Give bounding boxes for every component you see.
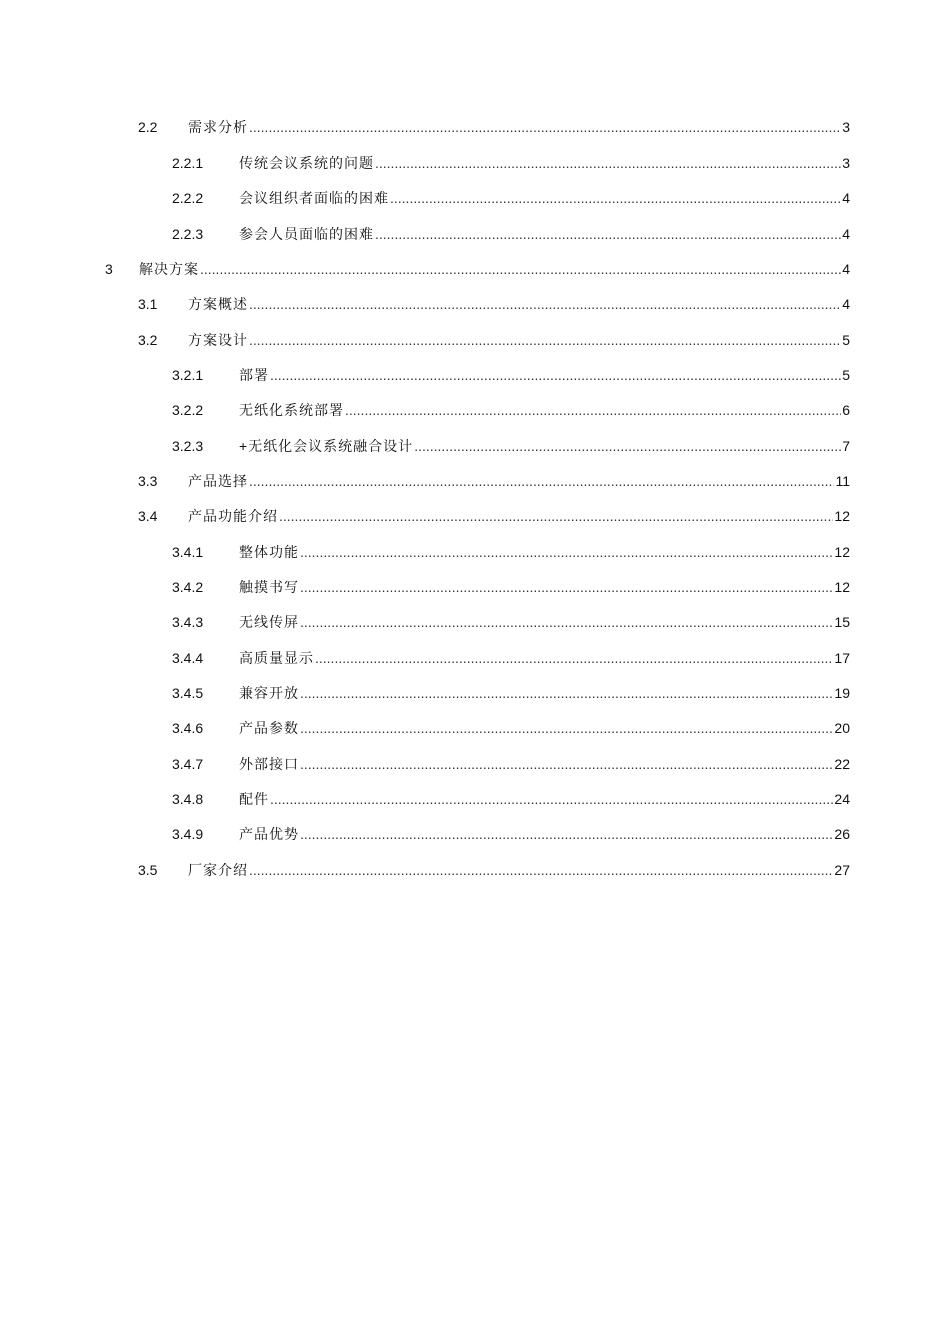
toc-entry bbox=[138, 294, 850, 314]
toc-entry-title: 传统会议系统的问题 bbox=[239, 155, 374, 171]
toc-entry bbox=[172, 754, 850, 774]
toc-entry-number: 3.5 bbox=[138, 862, 158, 878]
toc-dot-leader bbox=[300, 824, 833, 844]
toc-entry-title: 产品优势 bbox=[239, 826, 299, 842]
toc-dot-leader bbox=[375, 224, 841, 244]
toc-dot-leader bbox=[300, 612, 833, 632]
toc-entry-page: 4 bbox=[842, 296, 850, 312]
toc-entry-number: 3.4.8 bbox=[172, 791, 204, 807]
toc-dot-leader bbox=[300, 542, 833, 562]
toc-entry bbox=[172, 542, 850, 562]
toc-dot-leader bbox=[300, 754, 833, 774]
toc-dot-leader bbox=[249, 860, 833, 880]
toc-entry-number: 3.4.2 bbox=[172, 579, 204, 595]
toc-entry-title: 解决方案 bbox=[139, 261, 199, 277]
toc-entry-title: 外部接口 bbox=[239, 756, 299, 772]
toc-entry bbox=[172, 153, 850, 173]
toc-entry-page: 24 bbox=[834, 791, 850, 807]
toc-entry bbox=[138, 471, 850, 491]
toc-entry-page: 19 bbox=[834, 685, 850, 701]
toc-dot-leader bbox=[279, 506, 833, 526]
toc-dot-leader bbox=[249, 330, 841, 350]
toc-entry-title: 触摸书写 bbox=[239, 579, 299, 595]
toc-dot-leader bbox=[270, 789, 833, 809]
toc-entry-page: 11 bbox=[835, 473, 850, 489]
toc-dot-leader bbox=[345, 400, 841, 420]
toc-entry-title: +无纸化会议系统融合设计 bbox=[239, 438, 414, 454]
toc-dot-leader bbox=[300, 577, 833, 597]
toc-entry bbox=[172, 612, 850, 632]
toc-entry bbox=[138, 330, 850, 350]
toc-entry-number: 3.4.3 bbox=[172, 614, 204, 630]
toc-entry bbox=[172, 683, 850, 703]
toc-entry-title: 兼容开放 bbox=[239, 685, 299, 701]
toc-entry bbox=[172, 577, 850, 597]
toc-entry-number: 3.4.1 bbox=[172, 544, 204, 560]
toc-entry-title: 配件 bbox=[239, 791, 269, 807]
toc-entry-title: 会议组织者面临的困难 bbox=[239, 190, 389, 206]
toc-entry-number: 3.3 bbox=[138, 473, 158, 489]
toc-entry-page: 7 bbox=[842, 438, 850, 454]
toc-entry-title: 产品参数 bbox=[239, 720, 299, 736]
toc-entry-page: 27 bbox=[834, 862, 850, 878]
toc-entry-number: 3.2 bbox=[138, 332, 158, 348]
toc-entry-number: 3.4 bbox=[138, 508, 158, 524]
toc-entry-number: 3.2.3 bbox=[172, 438, 204, 454]
toc-entry-number: 3.2.1 bbox=[172, 367, 204, 383]
toc-entry-number: 2.2.3 bbox=[172, 226, 204, 242]
toc-entry-page: 26 bbox=[834, 826, 850, 842]
toc-entry-title: 无纸化系统部署 bbox=[239, 402, 344, 418]
toc-entry-page: 4 bbox=[842, 226, 850, 242]
toc-entry-title: 部署 bbox=[239, 367, 269, 383]
toc-entry bbox=[138, 506, 850, 526]
toc-entry bbox=[138, 117, 850, 137]
toc-entry bbox=[172, 648, 850, 668]
toc-entry-number: 3.2.2 bbox=[172, 402, 204, 418]
toc-entry-number: 2.2.1 bbox=[172, 155, 204, 171]
toc-entry-page: 3 bbox=[842, 119, 850, 135]
toc-dot-leader bbox=[300, 718, 833, 738]
toc-entry bbox=[172, 789, 850, 809]
toc-entry-title: 参会人员面临的困难 bbox=[239, 226, 374, 242]
toc-entry-page: 20 bbox=[834, 720, 850, 736]
toc-entry-page: 5 bbox=[842, 367, 850, 383]
toc-dot-leader bbox=[414, 436, 841, 456]
toc-entry-title: 产品选择 bbox=[188, 473, 248, 489]
toc-entry bbox=[172, 436, 850, 456]
toc-entry bbox=[172, 824, 850, 844]
toc-entry-title: 整体功能 bbox=[239, 544, 299, 560]
toc-entry-page: 12 bbox=[834, 508, 850, 524]
toc-entry bbox=[172, 718, 850, 738]
toc-entry bbox=[172, 365, 850, 385]
toc-dot-leader bbox=[270, 365, 841, 385]
toc-entry-title: 需求分析 bbox=[188, 119, 248, 135]
toc-dot-leader bbox=[249, 117, 841, 137]
toc-entry-number: 3.4.4 bbox=[172, 650, 204, 666]
toc-entry-title: 产品功能介绍 bbox=[188, 508, 278, 524]
toc-dot-leader bbox=[249, 471, 834, 491]
toc-dot-leader bbox=[300, 683, 833, 703]
toc-entry-title: 方案设计 bbox=[188, 332, 248, 348]
toc-entry-page: 5 bbox=[842, 332, 850, 348]
toc-entry-number: 3.4.9 bbox=[172, 826, 204, 842]
toc-entry-page: 12 bbox=[834, 544, 850, 560]
toc-entry-title: 高质量显示 bbox=[239, 650, 314, 666]
toc-dot-leader bbox=[375, 153, 841, 173]
toc-dot-leader bbox=[249, 294, 841, 314]
toc-entry-page: 17 bbox=[834, 650, 850, 666]
toc-dot-leader bbox=[200, 259, 841, 279]
toc-entry bbox=[172, 224, 850, 244]
toc-entry bbox=[105, 259, 850, 279]
toc-entry bbox=[138, 860, 850, 880]
toc-entry-page: 15 bbox=[834, 614, 850, 630]
toc-entry-page: 22 bbox=[834, 756, 850, 772]
toc-entry-number: 2.2 bbox=[138, 119, 158, 135]
toc-dot-leader bbox=[390, 188, 841, 208]
toc-entry-title: 无线传屏 bbox=[239, 614, 299, 630]
toc-entry-page: 6 bbox=[842, 402, 850, 418]
toc-entry-title: 方案概述 bbox=[188, 296, 248, 312]
toc-dot-leader bbox=[315, 648, 833, 668]
toc-entry bbox=[172, 188, 850, 208]
toc-entry-number: 3.4.6 bbox=[172, 720, 204, 736]
toc-entry-page: 12 bbox=[834, 579, 850, 595]
toc-entry-page: 4 bbox=[842, 190, 850, 206]
toc-entry-number: 3 bbox=[105, 261, 113, 277]
toc-entry-page: 4 bbox=[842, 261, 850, 277]
toc-entry-title: 厂家介绍 bbox=[188, 862, 248, 878]
toc-entry-page: 3 bbox=[842, 155, 850, 171]
toc-entry-number: 3.1 bbox=[138, 296, 158, 312]
toc-entry bbox=[172, 400, 850, 420]
toc-entry-number: 3.4.5 bbox=[172, 685, 204, 701]
toc-entry-number: 2.2.2 bbox=[172, 190, 204, 206]
toc-entry-number: 3.4.7 bbox=[172, 756, 204, 772]
